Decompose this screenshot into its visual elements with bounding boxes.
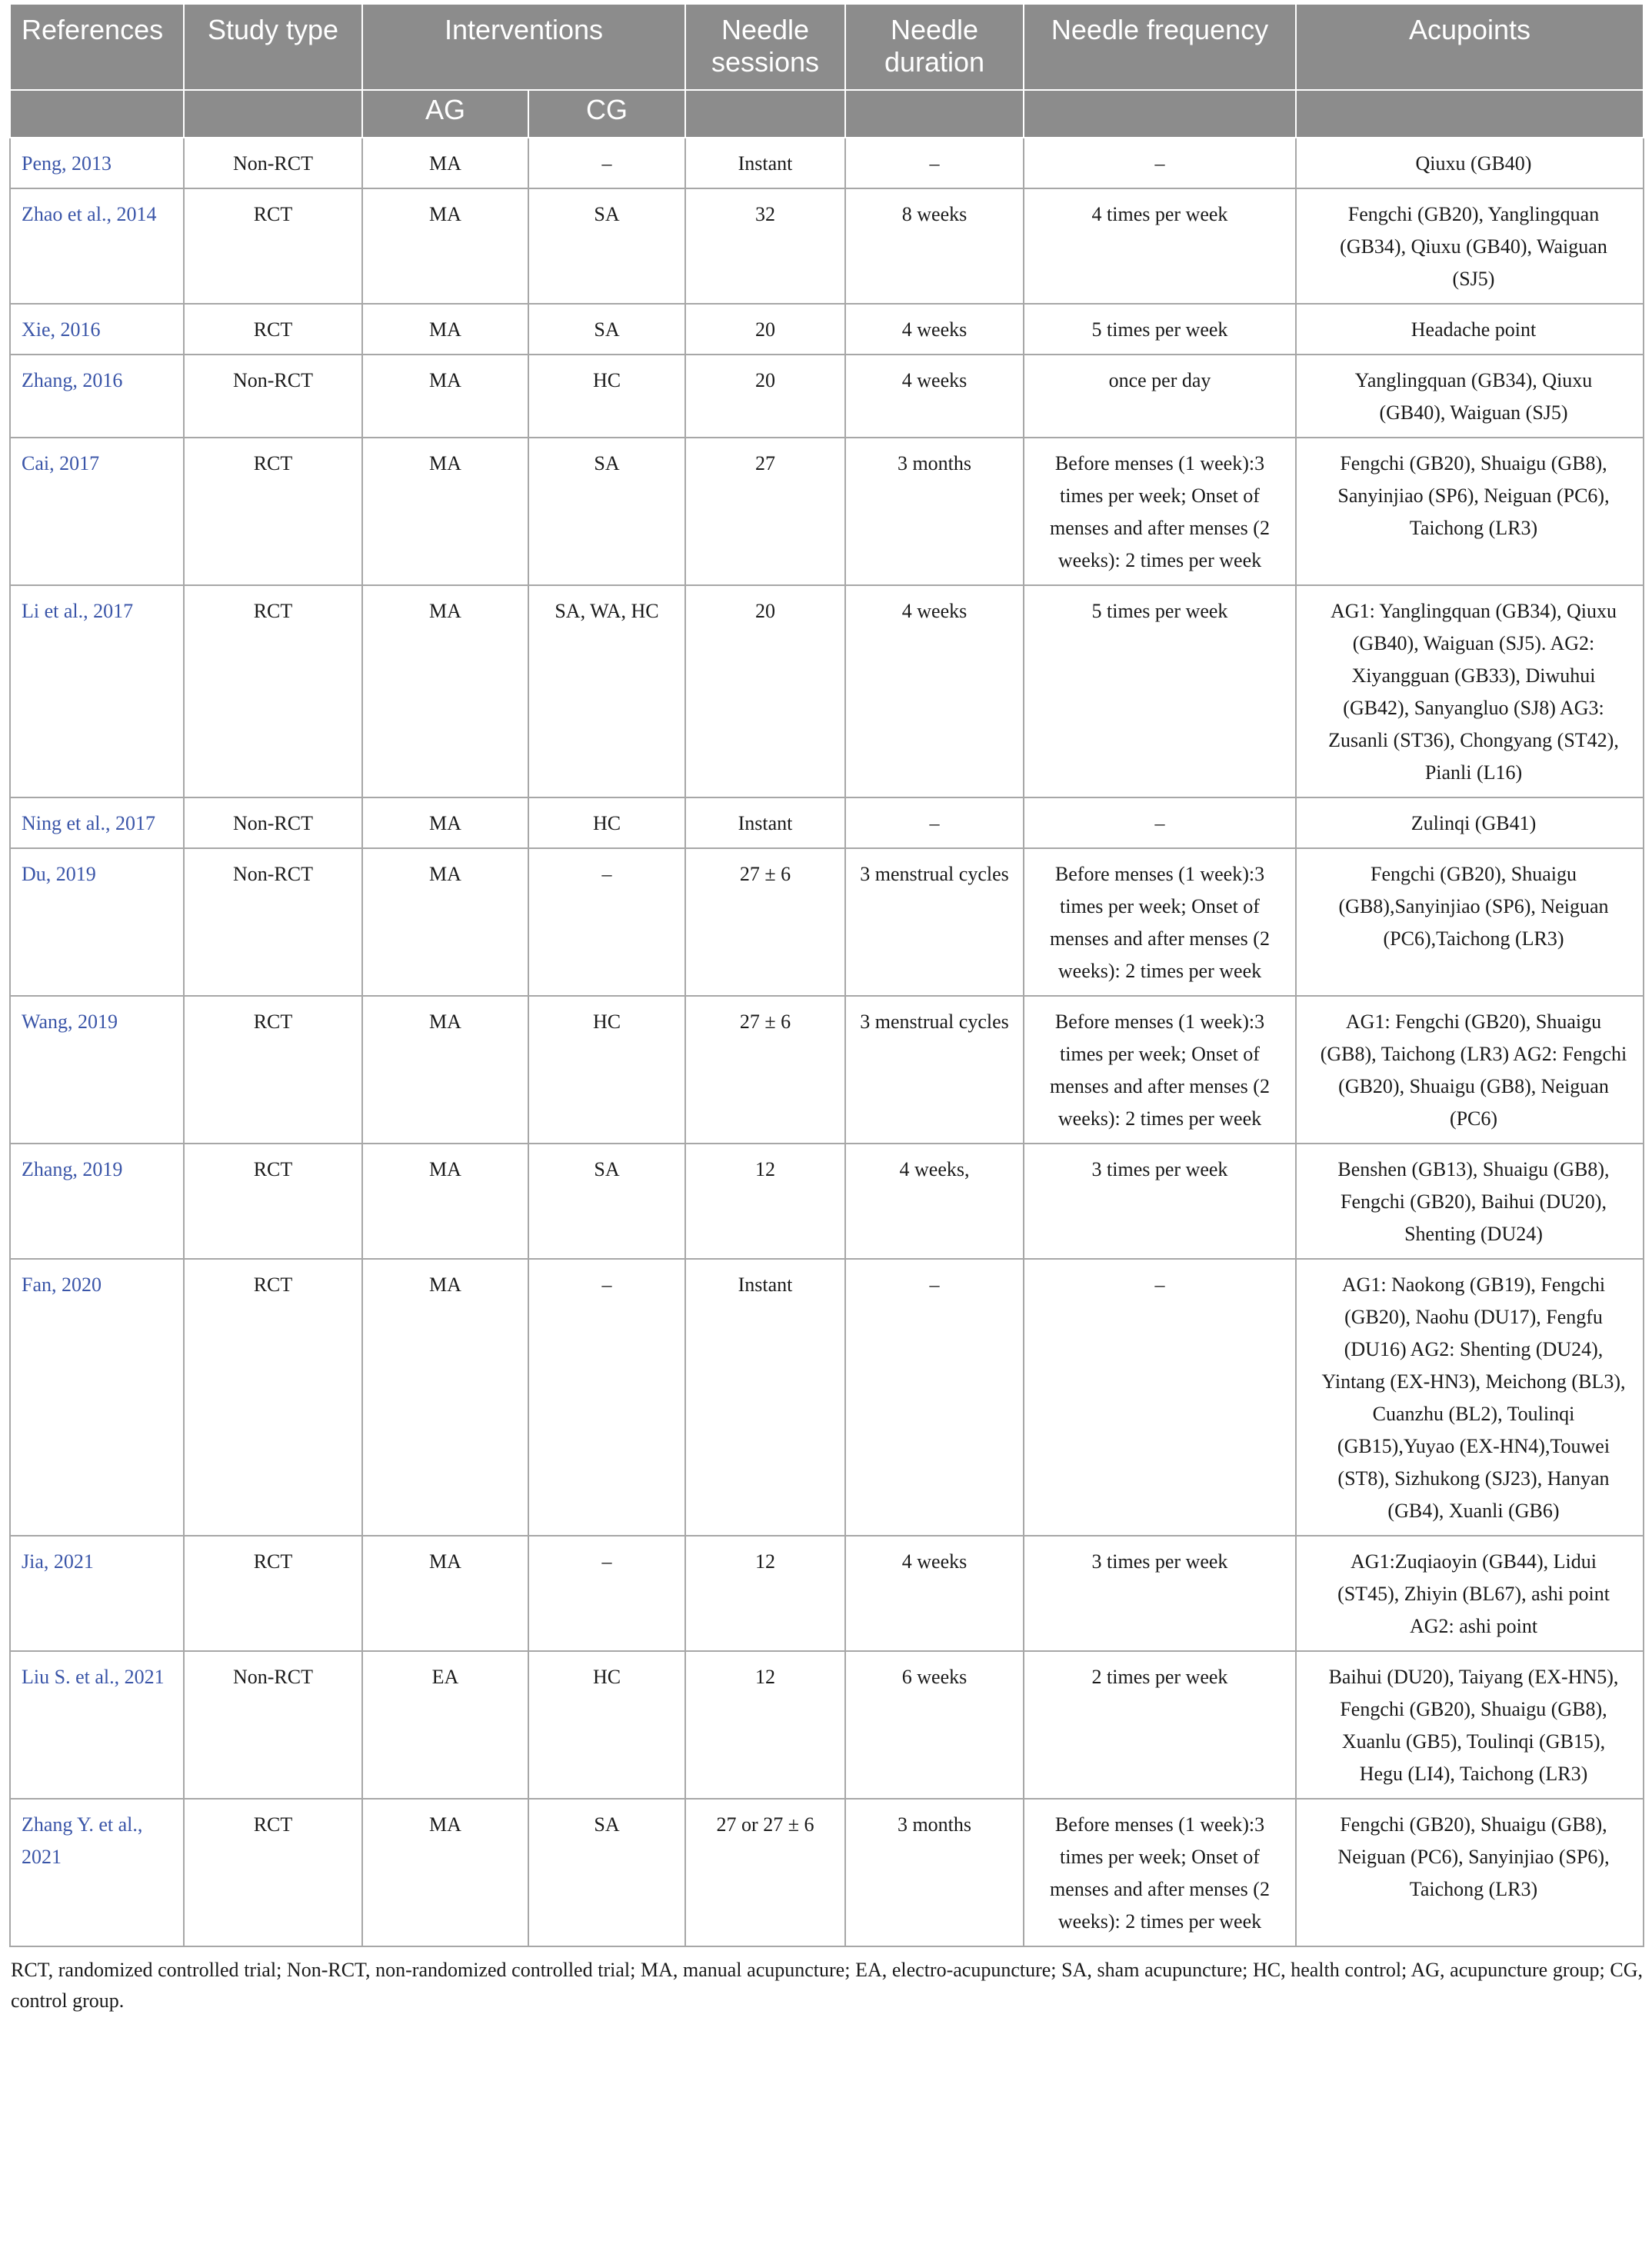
table-body xyxy=(10,138,1644,1946)
study-type-cell: RCT xyxy=(184,996,362,1144)
reference-link[interactable]: Peng, 2013 xyxy=(10,138,184,188)
table-row xyxy=(10,1651,1644,1799)
acupoints-cell: AG1: Naokong (GB19), Fengchi (GB20), Naohu (DU17), Fengfu (DU16) AG2: Shenting (DU24), Yintang (EX-HN3), Meichong (BL3), Cuanzhu (BL2), Toulinqi (GB15),Yuyao (EX-HN4),Touwei (ST8), Sizhukong (SJ23), Hanyan (GB4), Xuanli (GB6) xyxy=(1296,1259,1644,1536)
duration-cell: 3 months xyxy=(845,1799,1024,1946)
cg-cell: – xyxy=(528,138,685,188)
cg-cell: HC xyxy=(528,1651,685,1799)
reference-link[interactable]: Zhang Y. et al., 2021 xyxy=(10,1799,184,1946)
cg-cell: SA xyxy=(528,438,685,585)
header-needle-sessions: Needle sessions xyxy=(685,4,845,90)
acupoints-cell: Fengchi (GB20), Shuaigu (GB8), Sanyinjiao (SP6), Neiguan (PC6), Taichong (LR3) xyxy=(1296,438,1644,585)
header-blank xyxy=(1296,90,1644,138)
ag-cell: MA xyxy=(362,1259,528,1536)
duration-cell: 4 weeks, xyxy=(845,1144,1024,1259)
frequency-cell: Before menses (1 week):3 times per week; Onset of menses and after menses (2 weeks): 2 times per week xyxy=(1024,996,1296,1144)
frequency-cell: 5 times per week xyxy=(1024,585,1296,797)
header-study-type: Study type xyxy=(184,4,362,90)
table-row xyxy=(10,848,1644,996)
acupoints-cell: Fengchi (GB20), Shuaigu (GB8),Sanyinjiao (SP6), Neiguan (PC6),Taichong (LR3) xyxy=(1296,848,1644,996)
study-type-cell: RCT xyxy=(184,438,362,585)
reference-link[interactable]: Zhang, 2019 xyxy=(10,1144,184,1259)
header-needle-frequency: Needle frequency xyxy=(1024,4,1296,90)
reference-link[interactable]: Zhao et al., 2014 xyxy=(10,188,184,304)
sessions-cell: Instant xyxy=(685,797,845,848)
study-type-cell: RCT xyxy=(184,304,362,355)
study-type-cell: RCT xyxy=(184,585,362,797)
duration-cell: 3 menstrual cycles xyxy=(845,996,1024,1144)
table-row xyxy=(10,996,1644,1144)
frequency-cell: Before menses (1 week):3 times per week; Onset of menses and after menses (2 weeks): 2 times per week xyxy=(1024,1799,1296,1946)
table-row xyxy=(10,304,1644,355)
sessions-cell: 12 xyxy=(685,1536,845,1651)
study-type-cell: RCT xyxy=(184,1144,362,1259)
study-type-cell: Non-RCT xyxy=(184,797,362,848)
frequency-cell: 5 times per week xyxy=(1024,304,1296,355)
duration-cell: 4 weeks xyxy=(845,585,1024,797)
ag-cell: MA xyxy=(362,355,528,438)
header-blank xyxy=(184,90,362,138)
acupoints-cell: Zulinqi (GB41) xyxy=(1296,797,1644,848)
frequency-cell: once per day xyxy=(1024,355,1296,438)
table-footnote: RCT, randomized controlled trial; Non-RCT, non-randomized controlled trial; MA, manual acupuncture; EA, electro-acupuncture; SA, sham acupuncture; HC, health control; AG, acupuncture group; CG, control group. xyxy=(11,1959,1643,2012)
ag-cell: MA xyxy=(362,1144,528,1259)
header-blank xyxy=(10,90,184,138)
study-type-cell: Non-RCT xyxy=(184,1651,362,1799)
study-type-cell: Non-RCT xyxy=(184,355,362,438)
table-row xyxy=(10,1144,1644,1259)
sessions-cell: 20 xyxy=(685,585,845,797)
ag-cell: EA xyxy=(362,1651,528,1799)
header-acupoints: Acupoints xyxy=(1296,4,1644,90)
cg-cell: – xyxy=(528,848,685,996)
reference-link[interactable]: Li et al., 2017 xyxy=(10,585,184,797)
ag-cell: MA xyxy=(362,797,528,848)
header-blank xyxy=(845,90,1024,138)
duration-cell: 8 weeks xyxy=(845,188,1024,304)
ag-cell: MA xyxy=(362,996,528,1144)
study-type-cell: RCT xyxy=(184,1799,362,1946)
frequency-cell: – xyxy=(1024,797,1296,848)
header-blank xyxy=(1024,90,1296,138)
header-needle-duration: Needle duration xyxy=(845,4,1024,90)
sessions-cell: Instant xyxy=(685,1259,845,1536)
duration-cell: 4 weeks xyxy=(845,355,1024,438)
header-references: References xyxy=(10,4,184,90)
ag-cell: MA xyxy=(362,1799,528,1946)
sessions-cell: 27 or 27 ± 6 xyxy=(685,1799,845,1946)
cg-cell: HC xyxy=(528,355,685,438)
table-row xyxy=(10,355,1644,438)
cg-cell: HC xyxy=(528,996,685,1144)
sessions-cell: 27 xyxy=(685,438,845,585)
table-header xyxy=(10,4,1644,138)
cg-cell: SA xyxy=(528,1144,685,1259)
acupoints-cell: Qiuxu (GB40) xyxy=(1296,138,1644,188)
acupoints-cell: Benshen (GB13), Shuaigu (GB8), Fengchi (GB20), Baihui (DU20), Shenting (DU24) xyxy=(1296,1144,1644,1259)
table-row xyxy=(10,797,1644,848)
table-row xyxy=(10,138,1644,188)
table-container xyxy=(9,3,1643,2016)
study-type-cell: Non-RCT xyxy=(184,848,362,996)
table-row xyxy=(10,1259,1644,1536)
duration-cell: 4 weeks xyxy=(845,304,1024,355)
sessions-cell: 27 ± 6 xyxy=(685,848,845,996)
acupoints-cell: Fengchi (GB20), Shuaigu (GB8), Neiguan (PC6), Sanyinjiao (SP6), Taichong (LR3) xyxy=(1296,1799,1644,1946)
table-row xyxy=(10,585,1644,797)
sessions-cell: 20 xyxy=(685,355,845,438)
reference-link[interactable]: Fan, 2020 xyxy=(10,1259,184,1536)
duration-cell: 4 weeks xyxy=(845,1536,1024,1651)
table-row xyxy=(10,438,1644,585)
reference-link[interactable]: Liu S. et al., 2021 xyxy=(10,1651,184,1799)
cg-cell: – xyxy=(528,1259,685,1536)
frequency-cell: 4 times per week xyxy=(1024,188,1296,304)
study-type-cell: RCT xyxy=(184,188,362,304)
ag-cell: MA xyxy=(362,1536,528,1651)
reference-link[interactable]: Wang, 2019 xyxy=(10,996,184,1144)
frequency-cell: 2 times per week xyxy=(1024,1651,1296,1799)
sessions-cell: 32 xyxy=(685,188,845,304)
acupoints-cell: AG1: Fengchi (GB20), Shuaigu (GB8), Taichong (LR3) AG2: Fengchi (GB20), Shuaigu (GB8), Neiguan (PC6) xyxy=(1296,996,1644,1144)
ag-cell: MA xyxy=(362,304,528,355)
cg-cell: – xyxy=(528,1536,685,1651)
header-cg: CG xyxy=(528,90,685,138)
duration-cell: – xyxy=(845,1259,1024,1536)
acupoints-cell: AG1:Zuqiaoyin (GB44), Lidui (ST45), Zhiyin (BL67), ashi point AG2: ashi point xyxy=(1296,1536,1644,1651)
frequency-cell: Before menses (1 week):3 times per week; Onset of menses and after menses (2 weeks): 2 times per week xyxy=(1024,848,1296,996)
study-type-cell: Non-RCT xyxy=(184,138,362,188)
table-row xyxy=(10,1799,1644,1946)
frequency-cell: Before menses (1 week):3 times per week; Onset of menses and after menses (2 weeks): 2 times per week xyxy=(1024,438,1296,585)
cg-cell: SA, WA, HC xyxy=(528,585,685,797)
table-row xyxy=(10,188,1644,304)
frequency-cell: 3 times per week xyxy=(1024,1536,1296,1651)
ag-cell: MA xyxy=(362,138,528,188)
acupuncture-studies-table xyxy=(9,3,1644,1947)
ag-cell: MA xyxy=(362,848,528,996)
acupoints-cell: Baihui (DU20), Taiyang (EX-HN5), Fengchi (GB20), Shuaigu (GB8), Xuanlu (GB5), Toulinqi (GB15), Hegu (LI4), Taichong (LR3) xyxy=(1296,1651,1644,1799)
table-row xyxy=(10,1536,1644,1651)
ag-cell: MA xyxy=(362,585,528,797)
sessions-cell: 12 xyxy=(685,1144,845,1259)
sessions-cell: 27 ± 6 xyxy=(685,996,845,1144)
reference-link[interactable]: Ning et al., 2017 xyxy=(10,797,184,848)
acupoints-cell: AG1: Yanglingquan (GB34), Qiuxu (GB40), Waiguan (SJ5). AG2: Xiyangguan (GB33), Diwuhui (GB42), Sanyangluo (SJ8) AG3: Zusanli (ST36), Chongyang (ST42), Pianli (L16) xyxy=(1296,585,1644,797)
frequency-cell: 3 times per week xyxy=(1024,1144,1296,1259)
reference-link[interactable]: Cai, 2017 xyxy=(10,438,184,585)
header-ag: AG xyxy=(362,90,528,138)
reference-link[interactable]: Xie, 2016 xyxy=(10,304,184,355)
frequency-cell: – xyxy=(1024,1259,1296,1536)
acupoints-cell: Headache point xyxy=(1296,304,1644,355)
ag-cell: MA xyxy=(362,438,528,585)
reference-link[interactable]: Zhang, 2016 xyxy=(10,355,184,438)
cg-cell: SA xyxy=(528,304,685,355)
duration-cell: 3 months xyxy=(845,438,1024,585)
acupoints-cell: Fengchi (GB20), Yanglingquan (GB34), Qiuxu (GB40), Waiguan (SJ5) xyxy=(1296,188,1644,304)
duration-cell: – xyxy=(845,138,1024,188)
duration-cell: 6 weeks xyxy=(845,1651,1024,1799)
header-blank xyxy=(685,90,845,138)
reference-link[interactable]: Du, 2019 xyxy=(10,848,184,996)
ag-cell: MA xyxy=(362,188,528,304)
duration-cell: – xyxy=(845,797,1024,848)
reference-link[interactable]: Jia, 2021 xyxy=(10,1536,184,1651)
cg-cell: SA xyxy=(528,188,685,304)
duration-cell: 3 menstrual cycles xyxy=(845,848,1024,996)
sessions-cell: 20 xyxy=(685,304,845,355)
acupoints-cell: Yanglingquan (GB34), Qiuxu (GB40), Waiguan (SJ5) xyxy=(1296,355,1644,438)
sessions-cell: Instant xyxy=(685,138,845,188)
sessions-cell: 12 xyxy=(685,1651,845,1799)
header-interventions: Interventions xyxy=(362,4,685,90)
frequency-cell: – xyxy=(1024,138,1296,188)
study-type-cell: RCT xyxy=(184,1536,362,1651)
cg-cell: SA xyxy=(528,1799,685,1946)
cg-cell: HC xyxy=(528,797,685,848)
study-type-cell: RCT xyxy=(184,1259,362,1536)
